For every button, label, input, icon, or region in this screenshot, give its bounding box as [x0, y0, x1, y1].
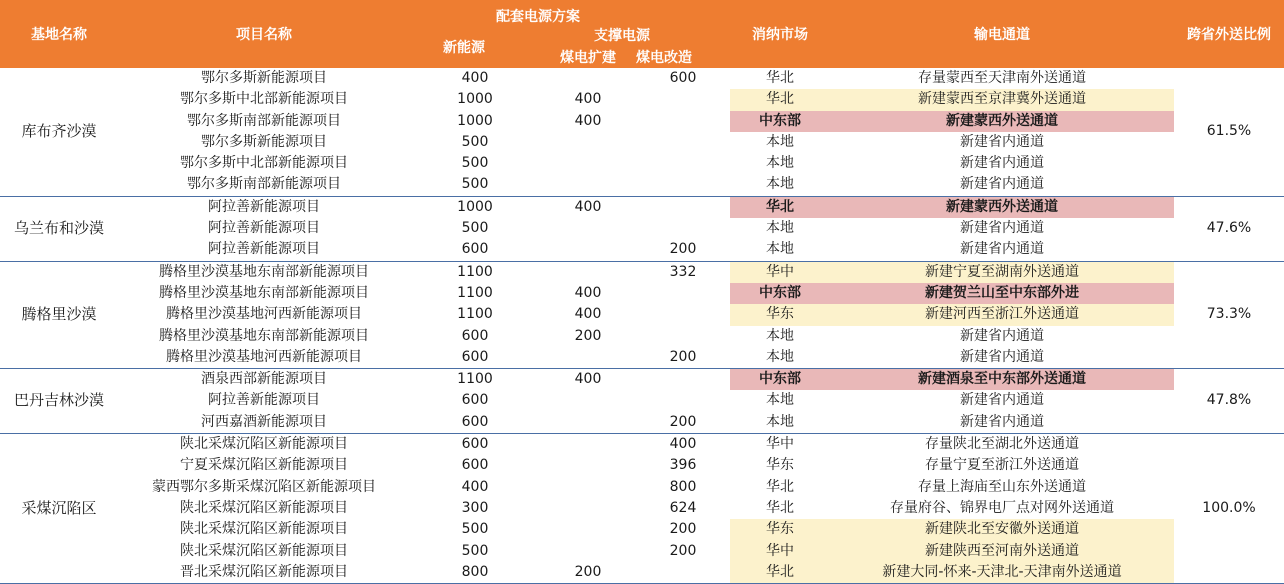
coal-expand-cell: 400 — [574, 198, 602, 215]
market-cell: 本地 — [766, 392, 794, 409]
project-cell: 河西嘉酒新能源项目 — [118, 412, 410, 434]
table-body — [0, 68, 1284, 584]
coal-retrofit-cell — [636, 174, 730, 196]
new-energy-cell: 600 — [461, 327, 489, 344]
coal-expand-cell — [540, 477, 636, 498]
header-plan-label: 配套电源方案 — [496, 9, 580, 25]
header-coal-expand-label: 煤电扩建 — [560, 50, 616, 66]
coal-expand-cell — [540, 68, 636, 89]
project-cell: 陕北采煤沉陷区新能源项目 — [180, 521, 348, 538]
market-cell: 本地 — [766, 220, 794, 237]
market-cell: 本地 — [766, 155, 794, 172]
base-name-cell: 腾格里沙漠 — [0, 261, 118, 368]
coal-retrofit-cell — [636, 562, 730, 584]
market-cell: 本地 — [730, 347, 830, 369]
new-energy-cell: 800 — [410, 562, 540, 584]
coal-retrofit-cell — [636, 89, 730, 110]
coal-expand-cell: 400 — [574, 112, 602, 129]
coal-expand-cell — [540, 132, 636, 153]
table-row — [0, 477, 1284, 498]
channel-cell: 新建蒙西外送通道 — [830, 111, 1174, 132]
market-cell: 华北 — [730, 89, 830, 110]
new-energy-cell: 400 — [461, 478, 489, 495]
new-energy-cell: 600 — [410, 239, 540, 261]
header-plan — [410, 0, 730, 68]
new-energy-cell: 1000 — [457, 91, 493, 108]
new-energy-cell: 600 — [410, 412, 540, 434]
project-cell: 鄂尔多斯新能源项目 — [201, 70, 327, 86]
market-cell: 华北 — [730, 562, 830, 584]
coal-expand-cell — [540, 218, 636, 239]
project-cell: 鄂尔多斯南部新能源项目 — [187, 112, 341, 129]
table-row — [0, 132, 1284, 153]
project-cell: 阿拉善新能源项目 — [118, 239, 410, 261]
coal-expand-cell: 400 — [574, 91, 602, 108]
new-energy-cell: 500 — [410, 174, 540, 196]
table-row — [0, 562, 1284, 584]
coal-retrofit-cell — [636, 390, 730, 411]
table-row — [0, 498, 1284, 519]
coal-expand-cell — [540, 390, 636, 411]
channel-cell: 新建陕西至河南外送通道 — [830, 541, 1174, 562]
coal-expand-cell: 200 — [574, 327, 602, 344]
table-row — [0, 369, 1284, 391]
market-cell: 本地 — [730, 174, 830, 196]
project-cell: 阿拉善新能源项目 — [208, 392, 320, 409]
new-energy-cell: 1000 — [457, 112, 493, 129]
coal-expand-cell — [540, 498, 636, 519]
header-ratio-label: 跨省外送比例 — [1187, 27, 1271, 43]
header-project — [118, 0, 410, 68]
channel-cell: 新建省内通道 — [960, 327, 1044, 344]
coal-expand-cell — [540, 519, 636, 540]
channel-cell: 新建省内通道 — [960, 392, 1044, 409]
market-cell: 华中 — [730, 261, 830, 283]
coal-retrofit-cell: 332 — [669, 263, 697, 280]
coal-expand-cell — [540, 455, 636, 476]
channel-cell: 存量蒙西至天津南外送通道 — [918, 70, 1086, 86]
table-row — [0, 519, 1284, 540]
table-row — [0, 347, 1284, 369]
market-cell: 本地 — [730, 412, 830, 434]
coal-expand-cell — [540, 412, 636, 434]
market-cell: 华中 — [730, 541, 830, 562]
project-cell: 阿拉善新能源项目 — [208, 220, 320, 237]
table-row — [0, 326, 1284, 347]
header-channel — [830, 0, 1174, 68]
header-market — [730, 0, 830, 68]
ratio-cell: 73.3% — [1174, 261, 1284, 368]
channel-cell: 新建酒泉至中东部外送通道 — [830, 369, 1174, 391]
market-cell: 本地 — [766, 327, 794, 344]
coal-retrofit-cell — [636, 218, 730, 239]
table-row — [0, 261, 1284, 283]
market-cell: 华北 — [730, 196, 830, 218]
coal-expand-cell — [540, 174, 636, 196]
project-cell: 腾格里沙漠基地东南部新能源项目 — [159, 327, 369, 344]
channel-cell: 新建蒙西外送通道 — [830, 196, 1174, 218]
table-row — [0, 196, 1284, 218]
channel-cell: 存量上海庙至山东外送通道 — [918, 478, 1086, 495]
header-channel-label: 输电通道 — [974, 27, 1030, 43]
header-support-label: 支撑电源 — [594, 28, 650, 44]
coal-retrofit-cell: 800 — [669, 478, 697, 495]
channel-cell: 新建蒙西至京津冀外送通道 — [830, 89, 1174, 110]
coal-expand-cell — [540, 261, 636, 283]
header-market-label: 消纳市场 — [752, 27, 808, 43]
new-energy-cell: 1100 — [457, 263, 493, 280]
coal-retrofit-cell — [636, 369, 730, 391]
channel-cell: 新建省内通道 — [960, 155, 1044, 172]
coal-retrofit-cell — [636, 111, 730, 132]
market-cell: 华东 — [766, 457, 794, 474]
coal-retrofit-cell — [636, 132, 730, 153]
base-name-cell: 采煤沉陷区 — [0, 434, 118, 584]
project-cell: 酒泉西部新能源项目 — [201, 371, 327, 388]
table-row — [0, 174, 1284, 196]
header-ratio — [1174, 0, 1284, 68]
coal-expand-cell — [540, 434, 636, 456]
project-cell: 陕北采煤沉陷区新能源项目 — [180, 436, 348, 453]
table-row — [0, 455, 1284, 476]
coal-expand-cell — [540, 347, 636, 369]
header-base-label: 基地名称 — [31, 27, 87, 43]
project-cell: 陕北采煤沉陷区新能源项目 — [180, 499, 348, 516]
market-cell: 华北 — [766, 499, 794, 516]
coal-retrofit-cell: 200 — [669, 521, 697, 538]
header-project-label: 项目名称 — [236, 27, 292, 43]
coal-retrofit-cell: 200 — [636, 239, 730, 261]
new-energy-cell: 500 — [461, 220, 489, 237]
coal-retrofit-cell — [636, 326, 730, 347]
coal-expand-cell: 400 — [574, 371, 602, 388]
project-cell: 晋北采煤沉陷区新能源项目 — [118, 562, 410, 584]
coal-expand-cell — [540, 153, 636, 174]
market-cell: 华东 — [730, 519, 830, 540]
channel-cell: 新建陕北至安徽外送通道 — [830, 519, 1174, 540]
coal-expand-cell — [540, 541, 636, 562]
project-cell: 腾格里沙漠基地东南部新能源项目 — [159, 263, 369, 280]
market-cell: 华北 — [766, 70, 794, 86]
coal-expand-cell: 400 — [574, 284, 602, 301]
channel-cell: 新建贺兰山至中东部外进 — [830, 283, 1174, 304]
market-cell: 中东部 — [730, 111, 830, 132]
ratio-cell: 47.6% — [1174, 196, 1284, 261]
market-cell: 中东部 — [730, 283, 830, 304]
new-energy-cell: 1100 — [457, 284, 493, 301]
channel-cell: 存量府谷、锦界电厂点对网外送通道 — [890, 499, 1114, 516]
market-cell: 华中 — [766, 436, 794, 453]
new-energy-cell: 600 — [410, 347, 540, 369]
header-row — [0, 0, 1284, 68]
coal-expand-cell: 200 — [540, 562, 636, 584]
table-row — [0, 239, 1284, 261]
new-energy-cell: 1100 — [457, 306, 493, 323]
coal-retrofit-cell — [636, 196, 730, 218]
new-energy-cell: 400 — [461, 70, 489, 86]
coal-expand-cell — [540, 239, 636, 261]
coal-retrofit-cell: 200 — [636, 412, 730, 434]
new-energy-cell: 500 — [461, 542, 489, 559]
coal-retrofit-cell: 200 — [669, 542, 697, 559]
new-energy-cell: 300 — [461, 499, 489, 516]
coal-retrofit-cell — [636, 153, 730, 174]
table-row — [0, 541, 1284, 562]
coal-retrofit-cell: 396 — [669, 457, 697, 474]
channel-cell: 存量宁夏至浙江外送通道 — [925, 457, 1079, 474]
channel-cell: 新建宁夏至湖南外送通道 — [830, 261, 1174, 283]
coal-retrofit-cell: 600 — [669, 70, 697, 86]
table-row — [0, 304, 1284, 325]
project-cell: 陕北采煤沉陷区新能源项目 — [180, 542, 348, 559]
coal-retrofit-cell: 200 — [636, 347, 730, 369]
new-energy-cell: 500 — [461, 155, 489, 172]
project-cell: 鄂尔多斯中北部新能源项目 — [180, 155, 348, 172]
channel-cell: 新建大同-怀来-天津北-天津南外送通道 — [830, 562, 1174, 584]
new-energy-cell: 500 — [461, 133, 489, 150]
market-cell: 华东 — [730, 304, 830, 325]
table-row — [0, 68, 1284, 89]
header-coal-retrofit-label: 煤电改造 — [636, 50, 692, 66]
channel-cell: 新建省内通道 — [830, 347, 1174, 369]
coal-retrofit-cell: 400 — [669, 436, 697, 453]
table-row — [0, 111, 1284, 132]
channel-cell: 新建省内通道 — [830, 412, 1174, 434]
project-cell: 阿拉善新能源项目 — [208, 198, 320, 215]
project-cell: 宁夏采煤沉陷区新能源项目 — [180, 457, 348, 474]
new-energy-cell: 500 — [461, 521, 489, 538]
table-row — [0, 153, 1284, 174]
coal-retrofit-cell — [636, 304, 730, 325]
project-cell: 腾格里沙漠基地东南部新能源项目 — [159, 284, 369, 301]
coal-retrofit-cell: 624 — [669, 499, 697, 516]
channel-cell: 新建省内通道 — [960, 220, 1044, 237]
table-row — [0, 89, 1284, 110]
channel-cell: 新建河西至浙江外送通道 — [830, 304, 1174, 325]
project-cell: 蒙西鄂尔多斯采煤沉陷区新能源项目 — [152, 478, 376, 495]
table-row — [0, 390, 1284, 411]
ratio-cell: 47.8% — [1174, 369, 1284, 434]
coal-retrofit-cell — [636, 283, 730, 304]
new-energy-cell: 600 — [461, 436, 489, 453]
table-row — [0, 434, 1284, 456]
table-row — [0, 218, 1284, 239]
project-cell: 鄂尔多斯中北部新能源项目 — [180, 91, 348, 108]
market-cell: 本地 — [730, 239, 830, 261]
table-row — [0, 412, 1284, 434]
ratio-cell: 100.0% — [1174, 434, 1284, 584]
new-energy-cell: 1100 — [457, 371, 493, 388]
project-cell: 腾格里沙漠基地河西新能源项目 — [118, 347, 410, 369]
channel-cell: 新建省内通道 — [830, 239, 1174, 261]
channel-cell: 新建省内通道 — [830, 174, 1174, 196]
coal-expand-cell: 400 — [574, 306, 602, 323]
market-cell: 华北 — [766, 478, 794, 495]
new-energy-cell: 600 — [461, 457, 489, 474]
base-name-cell: 乌兰布和沙漠 — [0, 196, 118, 261]
new-energy-cell: 600 — [461, 392, 489, 409]
ratio-cell: 61.5% — [1174, 68, 1284, 196]
channel-cell: 新建省内通道 — [960, 133, 1044, 150]
market-cell: 本地 — [766, 133, 794, 150]
project-cell: 鄂尔多斯新能源项目 — [201, 133, 327, 150]
market-cell: 中东部 — [730, 369, 830, 391]
base-name-cell: 库布齐沙漠 — [0, 68, 118, 196]
project-cell: 鄂尔多斯南部新能源项目 — [118, 174, 410, 196]
table-row — [0, 283, 1284, 304]
new-energy-cell: 1000 — [457, 198, 493, 215]
channel-cell: 存量陕北至湖北外送通道 — [925, 436, 1079, 453]
header-base — [0, 0, 118, 68]
base-name-cell: 巴丹吉林沙漠 — [0, 369, 118, 434]
header-new-energy-label: 新能源 — [443, 40, 485, 56]
project-cell: 腾格里沙漠基地河西新能源项目 — [166, 306, 362, 323]
